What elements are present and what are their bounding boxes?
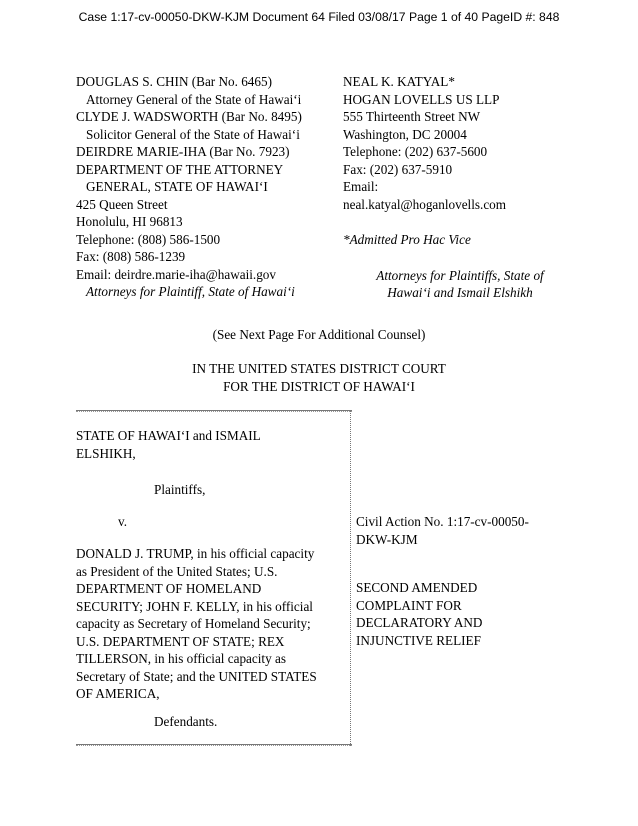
counsel-line: HOGAN LOVELLS US LLP	[343, 91, 500, 107]
email-link: neal.katyal@hoganlovells.com	[343, 196, 507, 212]
counsel-line: NEAL K. KATYAL*	[343, 74, 455, 89]
defendants-line: OF AMERICA,	[76, 686, 160, 701]
counsel-line: Attorney General of the State of Hawai‘i	[86, 91, 302, 107]
additional-counsel-note: (See Next Page For Additional Counsel)	[212, 327, 426, 342]
complaint-title	[356, 579, 576, 649]
counsel-line: DEPARTMENT OF THE ATTORNEY	[76, 161, 284, 177]
counsel-line: Solicitor General of the State of Hawai‘i	[86, 126, 300, 142]
court-title	[0, 360, 638, 395]
caption-top-rule	[76, 410, 352, 412]
defendants-line: TILLERSON, in his official capacity as	[76, 651, 286, 666]
defendants-line: DEPARTMENT OF HOMELAND	[76, 581, 262, 596]
defendants-line: SECURITY; JOHN F. KELLY, in his official	[76, 598, 313, 614]
attorneys-for-plaintiffs-right: Attorneys for Plaintiffs, State of	[376, 267, 544, 283]
counsel-line: 425 Queen Street	[76, 196, 168, 212]
counsel-line: Telephone: (202) 637-5600	[343, 144, 488, 159]
counsel-line: Fax: (808) 586-1239	[76, 249, 186, 264]
counsel-line: CLYDE J. WADSWORTH (Bar No. 8495)	[76, 109, 302, 124]
defendants-line: DONALD J. TRUMP, in his official capacity	[76, 546, 315, 561]
counsel-block-left	[76, 73, 338, 301]
counsel-line: DEIRDRE MARIE-IHA (Bar No. 7923)	[76, 144, 290, 159]
plaintiffs-label: Plaintiffs,	[154, 482, 206, 497]
counsel-line: DOUGLAS S. CHIN (Bar No. 6465)	[76, 74, 272, 89]
attorneys-for-plaintiff-left: Attorneys for Plaintiff, State of Hawai‘i	[86, 284, 295, 299]
attorneys-for-plaintiffs-right-2: Hawai‘i and Ismail Elshikh	[387, 285, 533, 300]
pro-hac-vice-note: *Admitted Pro Hac Vice	[343, 231, 471, 247]
civil-action-line-1: Civil Action No. 1:17-cv-00050-	[356, 514, 529, 529]
defendants-label: Defendants.	[154, 714, 218, 729]
complaint-title-line: SECOND AMENDED	[356, 580, 478, 595]
counsel-line: Email:	[343, 179, 379, 194]
counsel-line: Honolulu, HI 96813	[76, 214, 183, 229]
counsel-line: GENERAL, STATE OF HAWAI‘I	[86, 179, 268, 194]
caption-vertical-rule	[350, 410, 351, 746]
court-line-2: FOR THE DISTRICT OF HAWAI‘I	[223, 378, 415, 394]
counsel-line: Washington, DC 20004	[343, 126, 467, 142]
caption-bottom-rule	[76, 744, 352, 746]
counsel-line: Fax: (202) 637-5910	[343, 161, 453, 177]
complaint-title-line: COMPLAINT FOR	[356, 597, 462, 613]
court-line-1: IN THE UNITED STATES DISTRICT COURT	[192, 361, 446, 376]
counsel-block-right	[343, 73, 563, 302]
case-header: Case 1:17-cv-00050-DKW-KJM Document 64 Filed 03/08/17 Page 1 of 40 PageID #: 848	[78, 10, 560, 24]
plaintiffs-line-2: ELSHIKH,	[76, 445, 136, 461]
civil-action-number	[356, 513, 576, 548]
civil-action-line-2: DKW-KJM	[356, 531, 418, 547]
counsel-line: Telephone: (808) 586-1500	[76, 231, 221, 247]
complaint-title-line: INJUNCTIVE RELIEF	[356, 632, 481, 648]
plaintiffs-names	[76, 427, 348, 462]
defendants-names	[76, 545, 348, 703]
complaint-title-line: DECLARATORY AND	[356, 615, 483, 630]
defendants-line: capacity as Secretary of Homeland Security;	[76, 616, 311, 631]
versus: v.	[118, 514, 128, 529]
defendants-line: as President of the United States; U.S.	[76, 563, 278, 579]
counsel-line: Email: deirdre.marie-iha@hawaii.gov	[76, 266, 276, 282]
plaintiffs-line-1: STATE OF HAWAI‘I and ISMAIL	[76, 428, 261, 443]
defendants-line: Secretary of State; and the UNITED STATES	[76, 668, 317, 684]
defendants-line: U.S. DEPARTMENT OF STATE; REX	[76, 633, 285, 649]
counsel-line: 555 Thirteenth Street NW	[343, 109, 481, 124]
